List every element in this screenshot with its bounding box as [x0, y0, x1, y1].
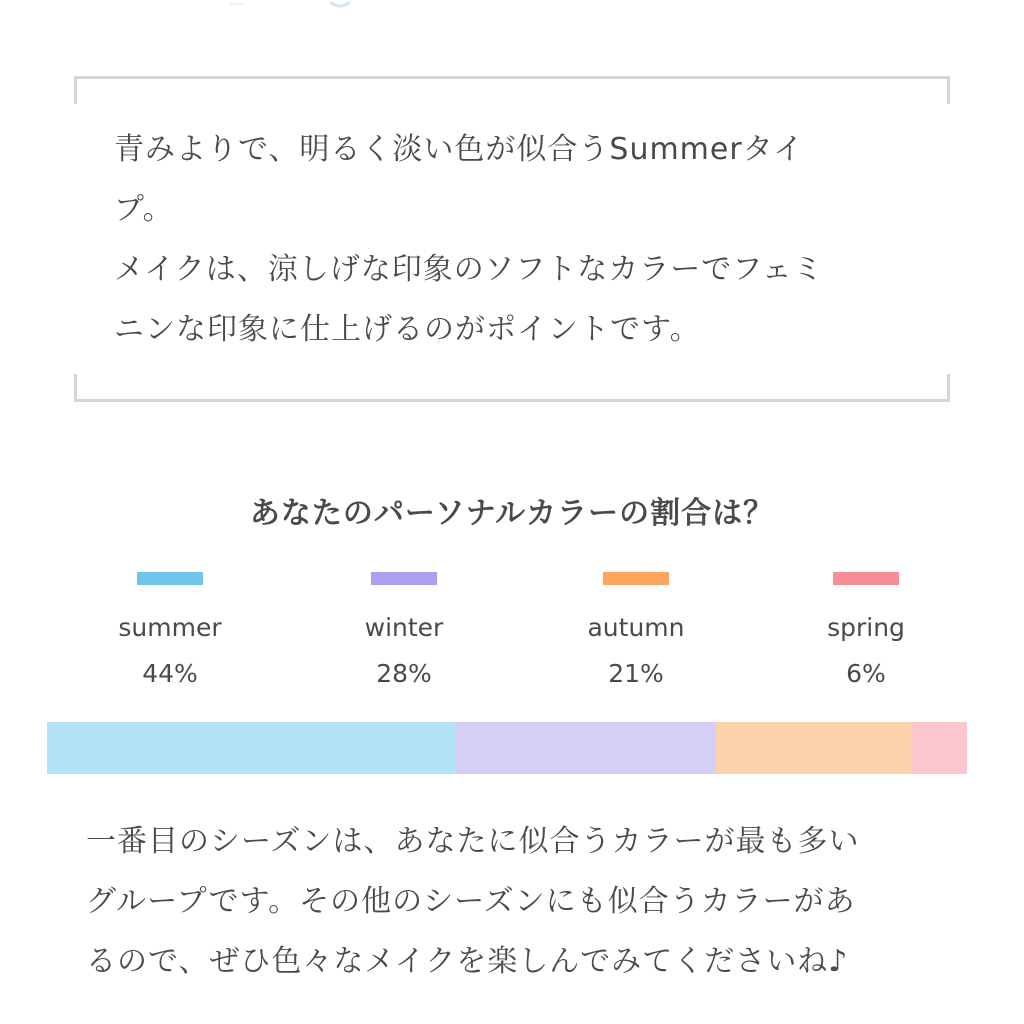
- footer-line: グループです。その他のシーズンにも似合うカラーがあ: [86, 884, 856, 919]
- legend-swatch-autumn: [603, 572, 669, 585]
- footer-line: 一番目のシーズンは、あなたに似合うカラーが最も多い: [86, 824, 860, 859]
- top-decoration: [0, 0, 1024, 14]
- percentage-bar: [47, 722, 967, 774]
- bar-segment-spring: [911, 722, 967, 774]
- legend-value-winter: 28%: [376, 659, 432, 688]
- legend-label-winter: winter: [364, 613, 444, 642]
- description-text: [114, 120, 914, 360]
- description-box: [74, 76, 950, 402]
- legend-label-autumn: autumn: [587, 613, 685, 642]
- description-line: ニンな印象に仕上げるのがポイントです。: [114, 312, 701, 347]
- bar-segment-summer: [47, 722, 456, 774]
- legend-swatch-spring: [833, 572, 899, 585]
- description-line: 青みよりで、明るく淡い色が似合うSummerタイ: [114, 132, 805, 167]
- legend-value-autumn: 21%: [608, 659, 664, 688]
- legend-item-summer: [70, 572, 270, 689]
- legend-item-winter: [304, 572, 504, 689]
- footer-line: るので、ぜひ色々なメイクを楽しんでみてくださいね♪: [86, 944, 849, 979]
- footer-text: [86, 812, 956, 992]
- legend-value-summer: 44%: [142, 659, 198, 688]
- legend-label-summer: summer: [118, 613, 222, 642]
- legend-value-spring: 6%: [846, 659, 886, 688]
- box-bottom-bracket: [74, 374, 950, 402]
- legend-item-autumn: [536, 572, 736, 689]
- description-line: メイクは、涼しげな印象のソフトなカラーでフェミ: [114, 252, 824, 287]
- bar-segment-autumn: [716, 722, 911, 774]
- legend-swatch-winter: [371, 572, 437, 585]
- legend-label-spring: spring: [827, 613, 905, 642]
- box-top-bracket: [74, 76, 950, 104]
- legend-item-spring: [766, 572, 966, 689]
- description-line: プ。: [114, 192, 174, 227]
- legend-swatch-summer: [137, 572, 203, 585]
- bar-segment-winter: [456, 722, 716, 774]
- chart-legend: [0, 572, 1024, 702]
- chart-title: あなたのパーソナルカラーの割合は？: [249, 496, 775, 531]
